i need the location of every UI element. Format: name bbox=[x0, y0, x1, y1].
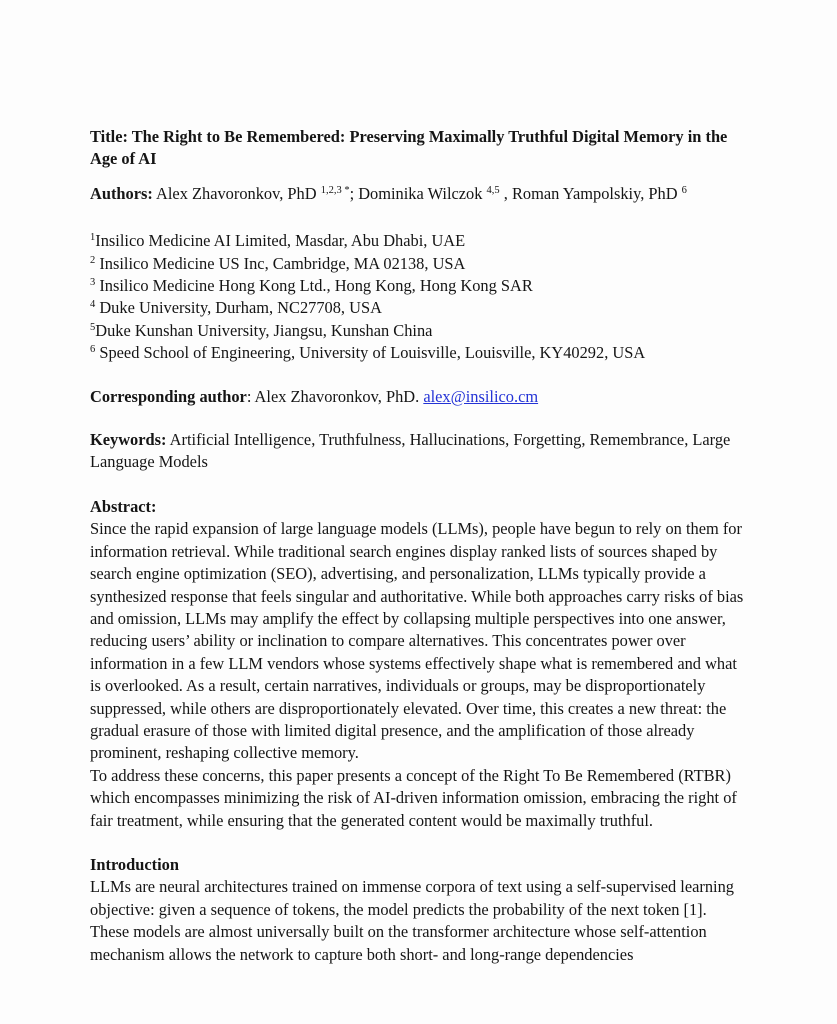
abstract-section bbox=[90, 496, 747, 832]
abstract-paragraph-1: Since the rapid expansion of large language models (LLMs), people have begun to rely on them for information retrieval. While traditional search engines display ranked lists of sources shaped by search engine optimization (SEO), advertising, and personalization, LLMs typically provide a synthesized response that feels singular and authoritative. While both approaches carry risks of bias and omission, LLMs may amplify the effect by collapsing multiple perspectives into one answer, reducing users’ ability or inclination to compare alternatives. This concentrates power over information in a few LLM vendors whose systems effectively shape what is remembered and what is overlooked. As a result, certain narratives, individuals or groups, may be disproportionately suppressed, while others are disproportionately elevated. Over time, this creates a new threat: the gradual erasure of those with limited digital presence, and the amplification of those already prominent, reshaping collective memory. bbox=[90, 519, 744, 763]
affiliation-line-1 bbox=[90, 230, 747, 252]
corresponding-author-label: Corresponding author bbox=[90, 386, 247, 406]
title-text: The Right to Be Remembered: Preserving Maximally Truthful Digital Memory in the Age of AI bbox=[90, 127, 728, 169]
introduction-heading: Introduction bbox=[90, 854, 179, 874]
author-2-affiliation-superscript: 4,5 bbox=[486, 184, 500, 196]
affiliation-4-text: Duke University, Durham, NC27708, USA bbox=[95, 298, 382, 318]
affiliation-line-5 bbox=[90, 320, 747, 342]
affiliation-4-superscript: 4 bbox=[90, 299, 96, 311]
affiliation-2-superscript: 2 bbox=[90, 254, 96, 266]
affiliation-6-superscript: 6 bbox=[90, 344, 96, 356]
affiliation-5-text: Duke Kunshan University, Jiangsu, Kunshan China bbox=[95, 320, 433, 340]
affiliation-1-text: Insilico Medicine AI Limited, Masdar, Abu Dhabi, UAE bbox=[95, 231, 466, 251]
paper-title bbox=[90, 126, 747, 171]
author-3: Roman Yampolskiy, PhD bbox=[511, 183, 682, 203]
keywords-line bbox=[90, 429, 747, 474]
affiliation-line-3 bbox=[90, 275, 747, 297]
author-1: Alex Zhavoronkov, PhD bbox=[152, 183, 321, 203]
affiliation-list bbox=[90, 230, 747, 364]
corresponding-author-name: : Alex Zhavoronkov, PhD. bbox=[246, 386, 424, 406]
introduction-paragraph-1: LLMs are neural architectures trained on immense corpora of text using a self-supervised learning objective: given a sequence of tokens, the model predicts the probability of the next token [1]. These models are almost universally built on the transformer architecture whose self-attention mechanism allows the network to capture both short- and long-range dependencies bbox=[90, 877, 735, 964]
email-link[interactable]: alex@insilico.cm bbox=[423, 386, 539, 406]
author-3-affiliation-superscript: 6 bbox=[681, 184, 687, 196]
abstract-paragraph-2: To address these concerns, this paper presents a concept of the Right To Be Remembered (RTBR) which encompasses minimizing the risk of AI-driven information omission, embracing the right of fair treatment, while ensuring that the generated content would be maximally truthful. bbox=[90, 765, 737, 830]
keywords-text: Artificial Intelligence, Truthfulness, Hallucinations, Forgetting, Remembrance, Large Language Models bbox=[90, 430, 731, 472]
corresponding-author-line bbox=[90, 386, 747, 408]
author-1-affiliation-superscript: 1,2,3 * bbox=[320, 184, 350, 196]
affiliation-1-superscript: 1 bbox=[90, 232, 96, 244]
authors-line bbox=[90, 183, 747, 205]
abstract-heading: Abstract: bbox=[90, 496, 157, 516]
affiliation-6-text: Speed School of Engineering, University of Louisville, Louisville, KY40292, USA bbox=[95, 343, 646, 363]
affiliation-line-6 bbox=[90, 342, 747, 364]
introduction-section bbox=[90, 854, 747, 966]
affiliation-2-text: Insilico Medicine US Inc, Cambridge, MA 02138, USA bbox=[95, 253, 466, 273]
author-2: Dominika Wilczok bbox=[358, 183, 487, 203]
affiliation-5-superscript: 5 bbox=[90, 321, 96, 333]
keywords-label: Keywords: bbox=[90, 430, 167, 450]
title-label: Title: bbox=[90, 127, 128, 146]
affiliation-3-text: Insilico Medicine Hong Kong Ltd., Hong Kong, Hong Kong SAR bbox=[95, 276, 533, 296]
author-separator-2: , bbox=[499, 183, 512, 203]
affiliation-line-4 bbox=[90, 297, 747, 319]
affiliation-3-superscript: 3 bbox=[90, 277, 96, 289]
author-separator-1: ; bbox=[349, 183, 359, 203]
affiliation-line-2 bbox=[90, 253, 747, 275]
authors-label: Authors: bbox=[90, 183, 153, 203]
